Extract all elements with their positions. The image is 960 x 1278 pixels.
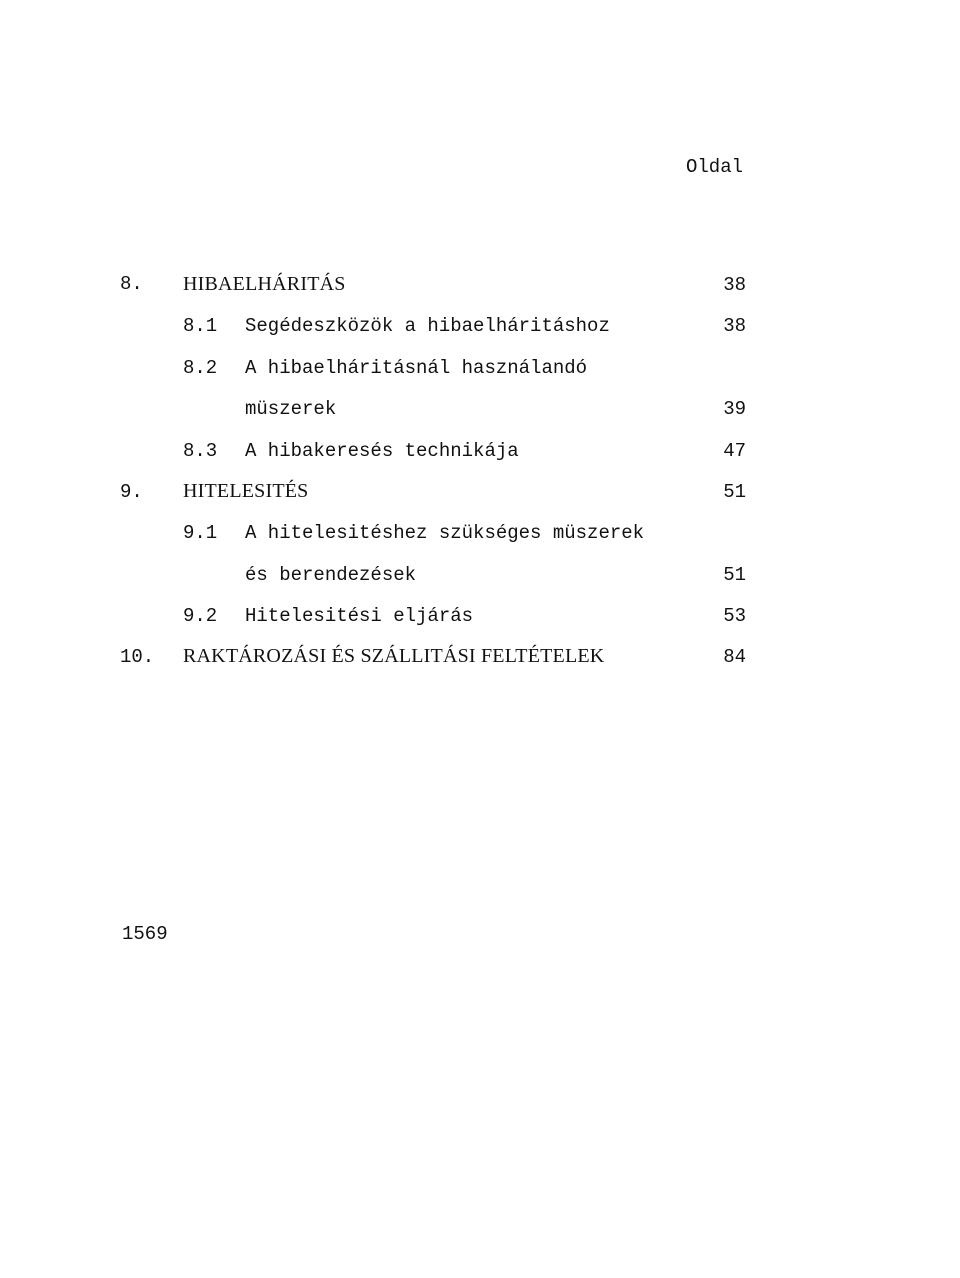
toc-section-10-title: RAKTÁROZÁSI ÉS SZÁLLITÁSI FELTÉTELEK bbox=[183, 645, 605, 667]
toc-section-8-title: HIBAELHÁRITÁS bbox=[183, 273, 346, 295]
toc-section-8-2-title-line2: müszerek bbox=[245, 398, 337, 420]
toc-section-8-1-page: 38 bbox=[723, 315, 746, 337]
toc-section-8-2-page: 39 bbox=[723, 398, 746, 420]
toc-section-8-3-number: 8.3 bbox=[183, 440, 218, 462]
toc-section-8-3-title: A hibakeresés technikája bbox=[245, 440, 519, 462]
toc-section-8-2-title-line1: A hibaelháritásnál használandó bbox=[245, 357, 588, 379]
toc-section-8-3-page: 47 bbox=[723, 440, 746, 462]
toc-section-9-1-number: 9.1 bbox=[183, 522, 218, 544]
toc-section-10-number: 10. bbox=[120, 646, 155, 668]
toc-section-8-number: 8. bbox=[120, 273, 143, 295]
toc-section-9-1-title-line1: A hitelesitéshez szükséges müszerek bbox=[245, 522, 645, 544]
toc-section-8-1-title: Segédeszközök a hibaelháritáshoz bbox=[245, 315, 610, 337]
toc-section-9-2-number: 9.2 bbox=[183, 605, 218, 627]
toc-section-9-1-page: 51 bbox=[723, 564, 746, 586]
page-code: 1569 bbox=[122, 923, 168, 945]
toc-section-9-1-title-line2: és berendezések bbox=[245, 564, 417, 586]
toc-section-8-2-number: 8.2 bbox=[183, 357, 218, 379]
toc-section-9-page: 51 bbox=[723, 481, 746, 503]
toc-section-9-number: 9. bbox=[120, 481, 143, 503]
toc-section-9-title: HITELESITÉS bbox=[183, 480, 309, 502]
toc-section-9-2-page: 53 bbox=[723, 605, 746, 627]
page-column-header: Oldal bbox=[686, 156, 744, 178]
toc-section-8-page: 38 bbox=[723, 274, 746, 296]
toc-section-9-2-title: Hitelesitési eljárás bbox=[245, 605, 474, 627]
toc-section-8-1-number: 8.1 bbox=[183, 315, 218, 337]
toc-section-10-page: 84 bbox=[723, 646, 746, 668]
